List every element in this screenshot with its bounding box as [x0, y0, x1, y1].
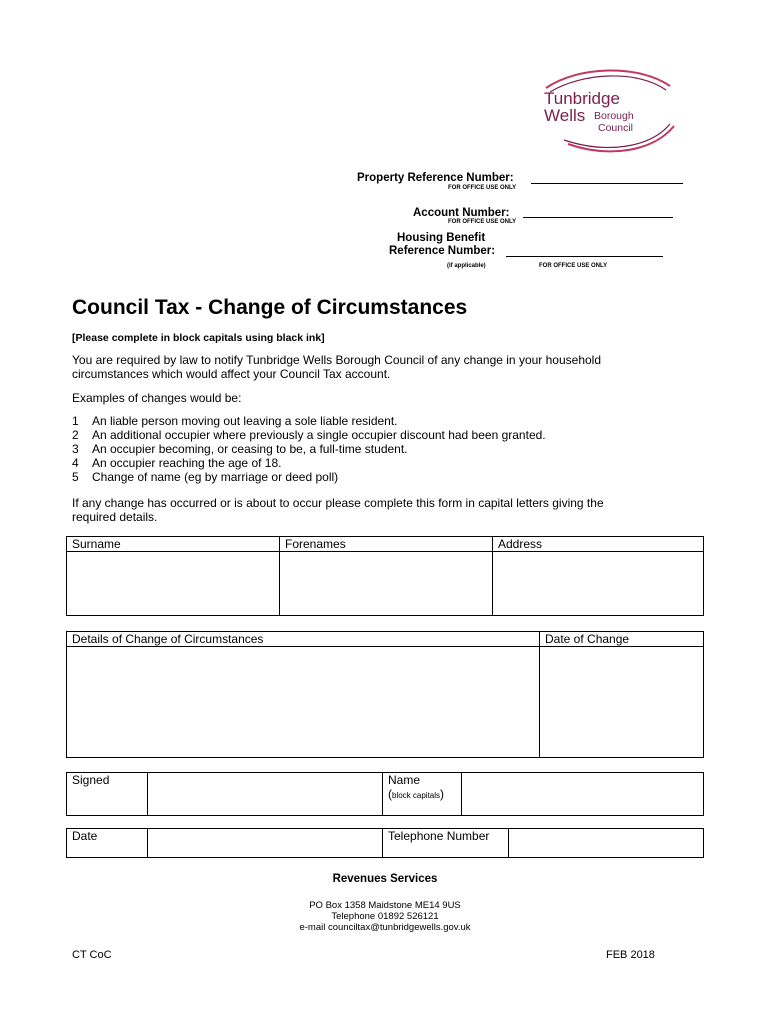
list-item	[72, 456, 546, 470]
list-text: An occupier becoming, or ceasing to be, a full-time student.	[92, 442, 408, 456]
date-of-change-field[interactable]	[540, 647, 704, 758]
instruction-line2: required details.	[72, 510, 158, 524]
signed-label: Signed	[67, 773, 148, 816]
list-item	[72, 442, 546, 456]
name-label-cell	[383, 773, 462, 816]
intro-text-line1: You are required by law to notify Tunbridge Wells Borough Council of any change in your household	[72, 353, 602, 367]
details-field[interactable]	[67, 647, 540, 758]
list-item	[72, 470, 546, 484]
address-header: Address	[493, 537, 704, 552]
list-item	[72, 414, 546, 428]
hb-reference-label: Reference Number:	[389, 245, 496, 257]
date-label: Date	[67, 829, 148, 858]
list-number: 5	[72, 470, 79, 484]
footer-address: PO Box 1358 Maidstone ME14 9US	[309, 900, 461, 911]
logo-text-council: Council	[598, 122, 634, 134]
signature-field[interactable]	[148, 773, 383, 816]
personal-details-table	[66, 536, 704, 616]
list-text: An additional occupier where previously a single occupier discount had been granted.	[92, 428, 546, 442]
list-item	[72, 428, 546, 442]
list-number: 1	[72, 414, 79, 428]
instruction-line1: If any change has occurred or is about to occur please complete this form in capital letters giving the	[72, 496, 604, 510]
name-note-close: )	[440, 787, 445, 801]
page-title: Council Tax - Change of Circumstances	[72, 296, 468, 319]
examples-heading: Examples of changes would be:	[72, 391, 242, 405]
property-reference-field[interactable]	[531, 183, 683, 184]
housing-benefit-label: Housing Benefit	[397, 232, 486, 244]
telephone-field[interactable]	[509, 829, 704, 858]
logo-text-borough: Borough	[594, 110, 634, 122]
surname-header: Surname	[67, 537, 280, 552]
logo-text-wells: Wells	[544, 106, 586, 125]
change-details-table	[66, 631, 704, 758]
footer-telephone: Telephone 01892 526121	[331, 911, 439, 922]
hb-reference-field[interactable]	[506, 256, 663, 257]
list-number: 4	[72, 456, 79, 470]
list-text: An occupier reaching the age of 18.	[92, 456, 282, 470]
surname-field[interactable]	[67, 552, 280, 616]
examples-list	[72, 414, 546, 484]
form-date: FEB 2018	[606, 949, 655, 961]
name-note: block capitals	[392, 791, 441, 800]
signature-table	[66, 772, 704, 816]
hb-applicable-note: (if applicable)	[447, 263, 486, 269]
telephone-label: Telephone Number	[383, 829, 509, 858]
logo-text-tunbridge: Tunbridge	[544, 89, 620, 108]
account-office-note: FOR OFFICE USE ONLY	[448, 219, 517, 225]
account-number-label: Account Number:	[413, 207, 510, 219]
form-code: CT CoC	[72, 949, 112, 961]
page-subtitle: [Please complete in block capitals using black ink]	[72, 332, 325, 344]
contact-table	[66, 828, 704, 858]
account-number-field[interactable]	[523, 217, 673, 218]
council-logo	[538, 66, 680, 156]
revenues-services-heading: Revenues Services	[332, 873, 438, 885]
list-number: 2	[72, 428, 79, 442]
date-of-change-header: Date of Change	[540, 632, 704, 647]
footer-email: e-mail counciltax@tunbridgewells.gov.uk	[299, 922, 471, 933]
forenames-header: Forenames	[280, 537, 493, 552]
forenames-field[interactable]	[280, 552, 493, 616]
hb-office-note: FOR OFFICE USE ONLY	[539, 263, 608, 269]
property-office-note: FOR OFFICE USE ONLY	[448, 185, 517, 191]
property-reference-label: Property Reference Number:	[357, 172, 514, 184]
details-header: Details of Change of Circumstances	[67, 632, 540, 647]
intro-text-line2: circumstances which would affect your Council Tax account.	[72, 367, 391, 381]
date-field[interactable]	[148, 829, 383, 858]
list-number: 3	[72, 442, 79, 456]
name-label: Name	[388, 773, 421, 787]
list-text: An liable person moving out leaving a sole liable resident.	[92, 414, 398, 428]
name-field[interactable]	[462, 773, 704, 816]
list-text: Change of name (eg by marriage or deed poll)	[92, 470, 339, 484]
name-note-open: (	[388, 787, 392, 801]
address-field[interactable]	[493, 552, 704, 616]
